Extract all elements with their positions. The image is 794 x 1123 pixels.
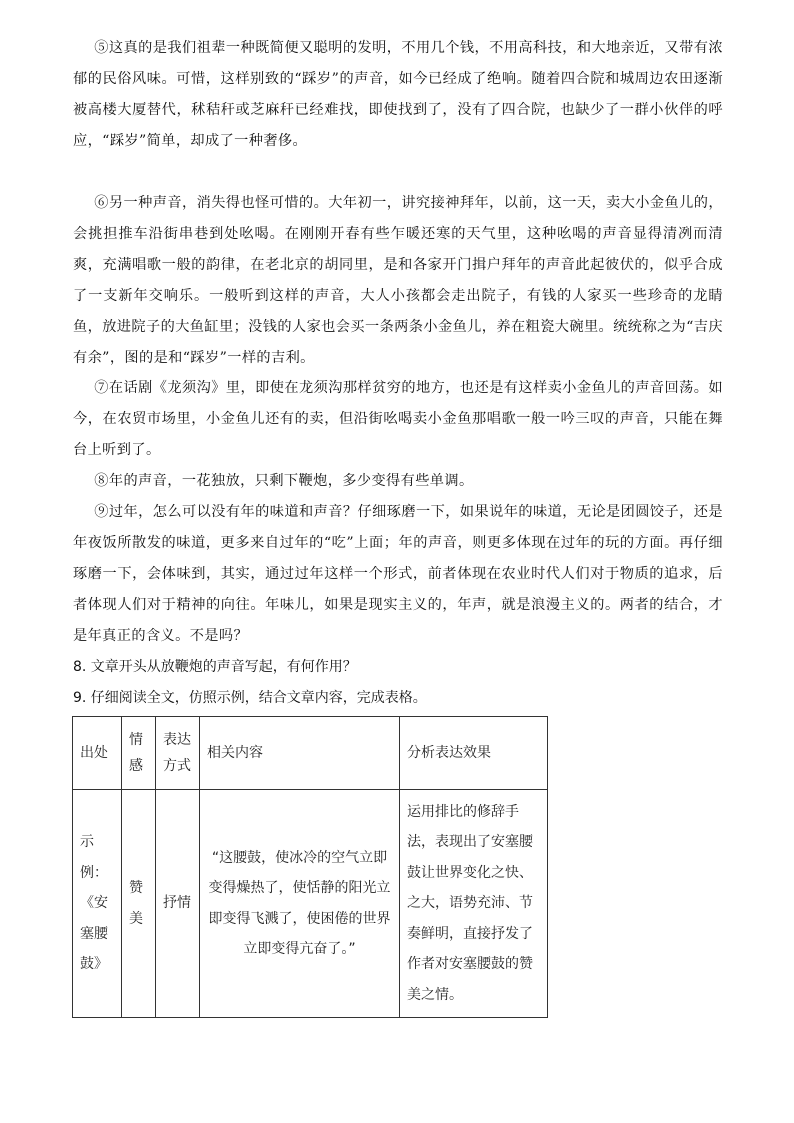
paragraph-8: ⑧年的声音，一花独放，只剩下鞭炮，多少变得有些单调。: [94, 473, 474, 489]
paragraph-9: ⑨过年，怎么可以没有年的味道和声音？仔细琢磨一下，如果说年的味道，无论是团圆饺子，还是年夜饭所散发的味道，更多来自过年的“吃”上面；年的声音，则更多体现在过年的玩的方面。再仔细琢磨一下，会体味到，其实，通过过年这样一个形式，前者体现在农业时代人们对于物质的追求，后者体现人们对于精神的向往。年味儿，如果是现实主义的，年声，就是浪漫主义的。两者的结合，才是年真正的含义。不是吗？: [73, 504, 723, 644]
header-emotion: 情感: [122, 717, 156, 790]
table-header-row: [73, 717, 548, 790]
question-8: 8. 文章开头从放鞭炮的声音写起，有何作用？: [73, 659, 357, 675]
paragraph-6: ⑥另一种声音，消失得也怪可惜的。大年初一，讲究接神拜年，以前，这一天，卖大小金鱼儿的，会挑担推车沿街串巷到处吆喝。在刚刚开春有些乍暖还寒的天气里，这种吆喝的声音显得清冽而清爽，充满唱歌一般的韵律，在老北京的胡同里，是和各家开门揖户拜年的声音此起彼伏的，似乎合成了一支新年交响乐。一般听到这样的声音，大人小孩都会走出院子，有钱的人家买一些珍奇的龙睛鱼，放进院子的大鱼缸里；没钱的人家也会买一条两条小金鱼儿，养在粗瓷大碗里。统统称之为“吉庆有余”，图的是和“踩岁”一样的吉利。: [73, 195, 723, 366]
cell-content: “这腰鼓，使冰冷的空气立即变得燥热了，使恬静的阳光立即变得飞溅了，使困倦的世界立即变得亢奋了。”: [200, 790, 400, 1018]
table-row: [73, 790, 548, 1018]
paragraph-7: ⑦在话剧《龙须沟》里，即使在龙须沟那样贫穷的地方，也还是有这样卖小金鱼儿的声音回荡。如今，在农贸市场里，小金鱼儿还有的卖，但沿街吆喝卖小金鱼那唱歌一般一吟三叹的声音，只能在舞台上听到了。: [73, 380, 723, 458]
paragraph-5: ⑤这真的是我们祖辈一种既简便又聪明的发明，不用几个钱，不用高科技，和大地亲近，又带有浓郁的民俗风味。可惜，这样别致的“踩岁”的声音，如今已经成了绝响。随着四合院和城周边农田逐渐被高楼大厦替代，秫秸秆或芝麻秆已经难找，即使找到了，没有了四合院，也缺少了一群小伙伴的呼应，“踩岁”简单，却成了一种奢侈。: [73, 40, 723, 149]
cell-method: 抒情: [156, 790, 200, 1018]
question-9: 9. 仔细阅读全文，仿照示例，结合文章内容，完成表格。: [73, 690, 427, 706]
cell-source: 示例：《安塞腰鼓》: [73, 790, 122, 1018]
header-content: 相关内容: [200, 717, 400, 790]
header-source: 出处: [73, 717, 122, 790]
header-method: 表达方式: [156, 717, 200, 790]
cell-analysis: 运用排比的修辞手法，表现出了安塞腰鼓让世界变化之快、之大，语势充沛、节奏鲜明，直接抒发了作者对安塞腰鼓的赞美之情。: [400, 790, 548, 1018]
cell-emotion: 赞美: [122, 790, 156, 1018]
answer-table: [72, 716, 548, 1018]
header-analysis: 分析表达效果: [400, 717, 548, 790]
